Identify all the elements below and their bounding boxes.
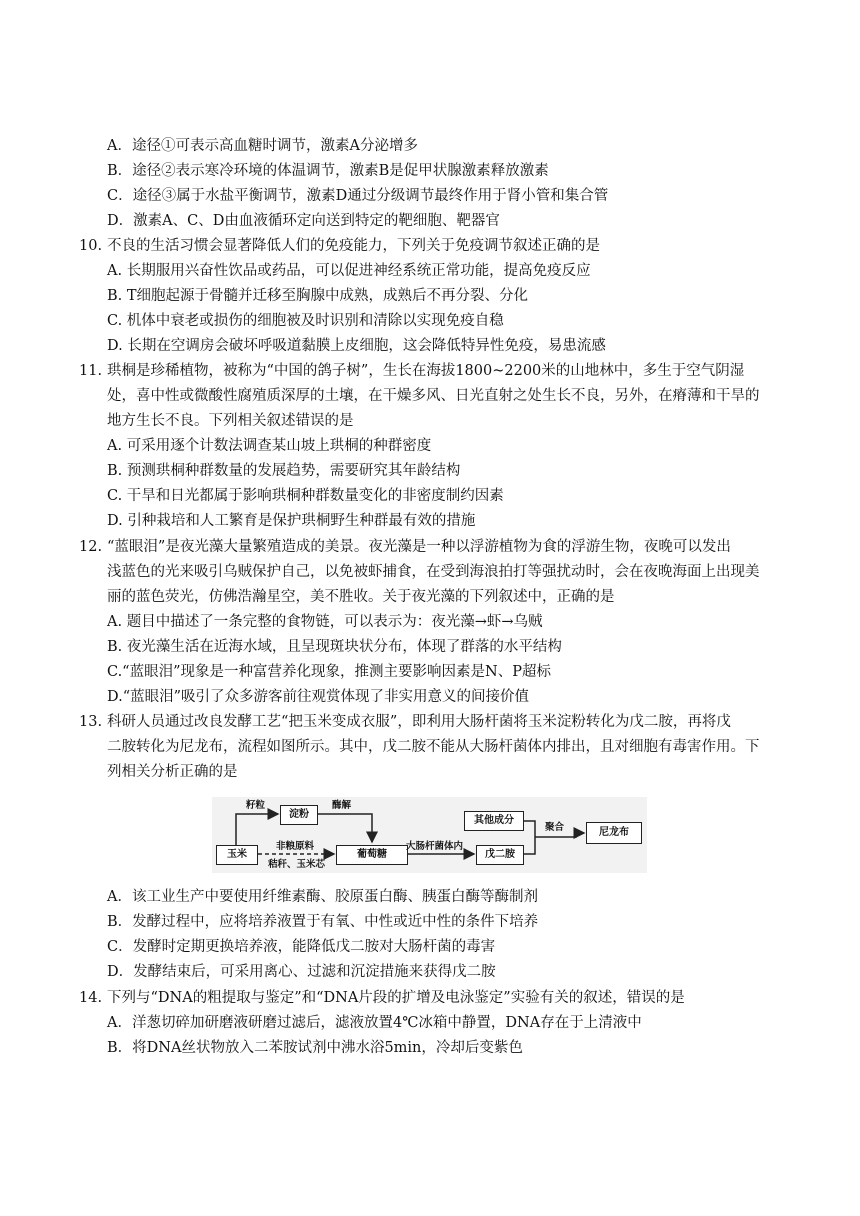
q14-option-b: B．将DNA丝状物放入二苯胺试剂中沸水浴5min，冷却后变紫色 [107, 1040, 523, 1056]
q14-number: 14. [79, 990, 103, 1006]
q9-option-d: D．激素A、C、D由血液循环定向送到特定的靶细胞、靶器官 [107, 213, 500, 229]
q13-stem-line3: 列相关分析正确的是 [107, 764, 238, 780]
q13-option-d: D．发酵结束后，可采用离心、过滤和沉淀措施来获得戊二胺 [107, 964, 496, 980]
box-glucose: 葡萄糖 [336, 845, 408, 865]
q9-option-a: A．途径①可表示高血糖时调节，激素A分泌增多 [107, 138, 418, 154]
q11-option-d: D. 引种栽培和人工繁育是保护珙桐野生种群最有效的措施 [107, 513, 476, 529]
q13-stem-line2: 二胺转化为尼龙布，流程如图所示。其中，戊二胺不能从大肠杆菌体内排出，且对细胞有毒害作用。下 [107, 739, 760, 755]
label-polymerize: 聚合 [545, 822, 565, 833]
q10-number: 10. [79, 238, 103, 254]
label-straw: 秸秆、玉米芯 [268, 859, 326, 870]
q10-option-c: C. 机体中衰老或损伤的细胞被及时识别和清除以实现免疫自稳 [107, 313, 504, 329]
q12-option-a: A. 题目中描述了一条完整的食物链，可以表示为：夜光藻→虾→乌贼 [107, 614, 543, 630]
q11-stem-line1: 珙桐是珍稀植物，被称为“中国的鸽子树”，生长在海拔1800~2200米的山地林中，多生于空气阴湿 [107, 363, 745, 379]
q11-stem-line2: 处，喜中性或微酸性腐殖质深厚的土壤，在干燥多风、日光直射之处生长不良，另外，在瘠薄和干旱的 [107, 388, 760, 404]
q11-option-c: C. 干旱和日光都属于影响珙桐种群数量变化的非密度制约因素 [107, 488, 504, 504]
q13-option-a: A．该工业生产中要使用纤维素酶、胶原蛋白酶、胰蛋白酶等酶制剂 [107, 889, 538, 905]
label-grain: 籽粒 [246, 800, 266, 811]
label-ecoli: 大肠杆菌体内 [406, 841, 464, 852]
q9-option-b: B．途径②表示寒冷环境的体温调节，激素B是促甲状腺激素释放激素 [107, 163, 549, 179]
q11-stem-line3: 地方生长不良。下列相关叙述错误的是 [107, 413, 354, 429]
q12-option-c: C.“蓝眼泪”现象是一种富营养化现象，推测主要影响因素是N、P超标 [107, 664, 551, 680]
q11-number: 11. [79, 363, 103, 379]
q13-option-c: C．发酵时定期更换培养液，能降低戊二胺对大肠杆菌的毒害 [107, 939, 496, 955]
q11-option-b: B. 预测珙桐种群数量的发展趋势，需要研究其年龄结构 [107, 463, 461, 479]
label-enzyme: 酶解 [332, 800, 352, 811]
q9-option-c: C．途径③属于水盐平衡调节，激素D通过分级调节最终作用于肾小管和集合管 [107, 188, 609, 204]
q12-stem-line3: 丽的蓝色荧光，仿佛浩瀚星空，美不胜收。关于夜光藻的下列叙述中，正确的是 [107, 589, 615, 605]
label-nongrain: 非粮原料 [276, 841, 315, 852]
q12-option-d: D.“蓝眼泪”吸引了众多游客前往观赏体现了非实用意义的间接价值 [107, 689, 530, 705]
q12-stem-line1: “蓝眼泪”是夜光藻大量繁殖造成的美景。夜光藻是一种以浮游植物为食的浮游生物，夜晚可以发出 [107, 539, 731, 555]
box-starch: 淀粉 [280, 805, 318, 825]
q10-stem: 不良的生活习惯会显著降低人们的免疫能力，下列关于免疫调节叙述正确的是 [107, 238, 600, 254]
q11-option-a: A. 可采用逐个计数法调查某山坡上珙桐的种群密度 [107, 438, 432, 454]
q13-option-b: B．发酵过程中，应将培养液置于有氧、中性或近中性的条件下培养 [107, 914, 539, 930]
q13-stem-line1: 科研人员通过改良发酵工艺“把玉米变成衣服”，即利用大肠杆菌将玉米淀粉转化为戊二胺，再将戊 [107, 714, 731, 730]
box-other-components: 其他成分 [464, 811, 524, 831]
q12-stem-line2: 浅蓝色的光来吸引乌贼保护自己，以免被虾捕食，在受到海浪拍打等强扰动时，会在夜晚海面上出现美 [107, 564, 760, 580]
q10-option-b: B. T细胞起源于骨髓并迁移至胸腺中成熟，成熟后不再分裂、分化 [107, 288, 529, 304]
q13-number: 13. [79, 714, 103, 730]
q14-stem: 下列与“DNA的粗提取与鉴定”和“DNA片段的扩增及电泳鉴定”实验有关的叙述，错误的是 [107, 990, 685, 1006]
box-cadaverine: 戊二胺 [476, 845, 524, 865]
q10-option-a: A. 长期服用兴奋性饮品或药品，可以促进神经系统正常功能，提高免疫反应 [107, 263, 591, 279]
q12-option-b: B. 夜光藻生活在近海水域，且呈现斑块状分布，体现了群落的水平结构 [107, 639, 562, 655]
q10-option-d: D. 长期在空调房会破坏呼吸道黏膜上皮细胞，这会降低特异性免疫，易患流感 [107, 338, 606, 354]
box-corn: 玉米 [216, 845, 258, 865]
q14-option-a: A．洋葱切碎加研磨液研磨过滤后，滤液放置4℃冰箱中静置，DNA存在于上清液中 [107, 1015, 642, 1031]
q12-number: 12. [79, 539, 103, 555]
process-flow-diagram [212, 797, 647, 873]
box-nylon: 尼龙布 [586, 822, 642, 844]
